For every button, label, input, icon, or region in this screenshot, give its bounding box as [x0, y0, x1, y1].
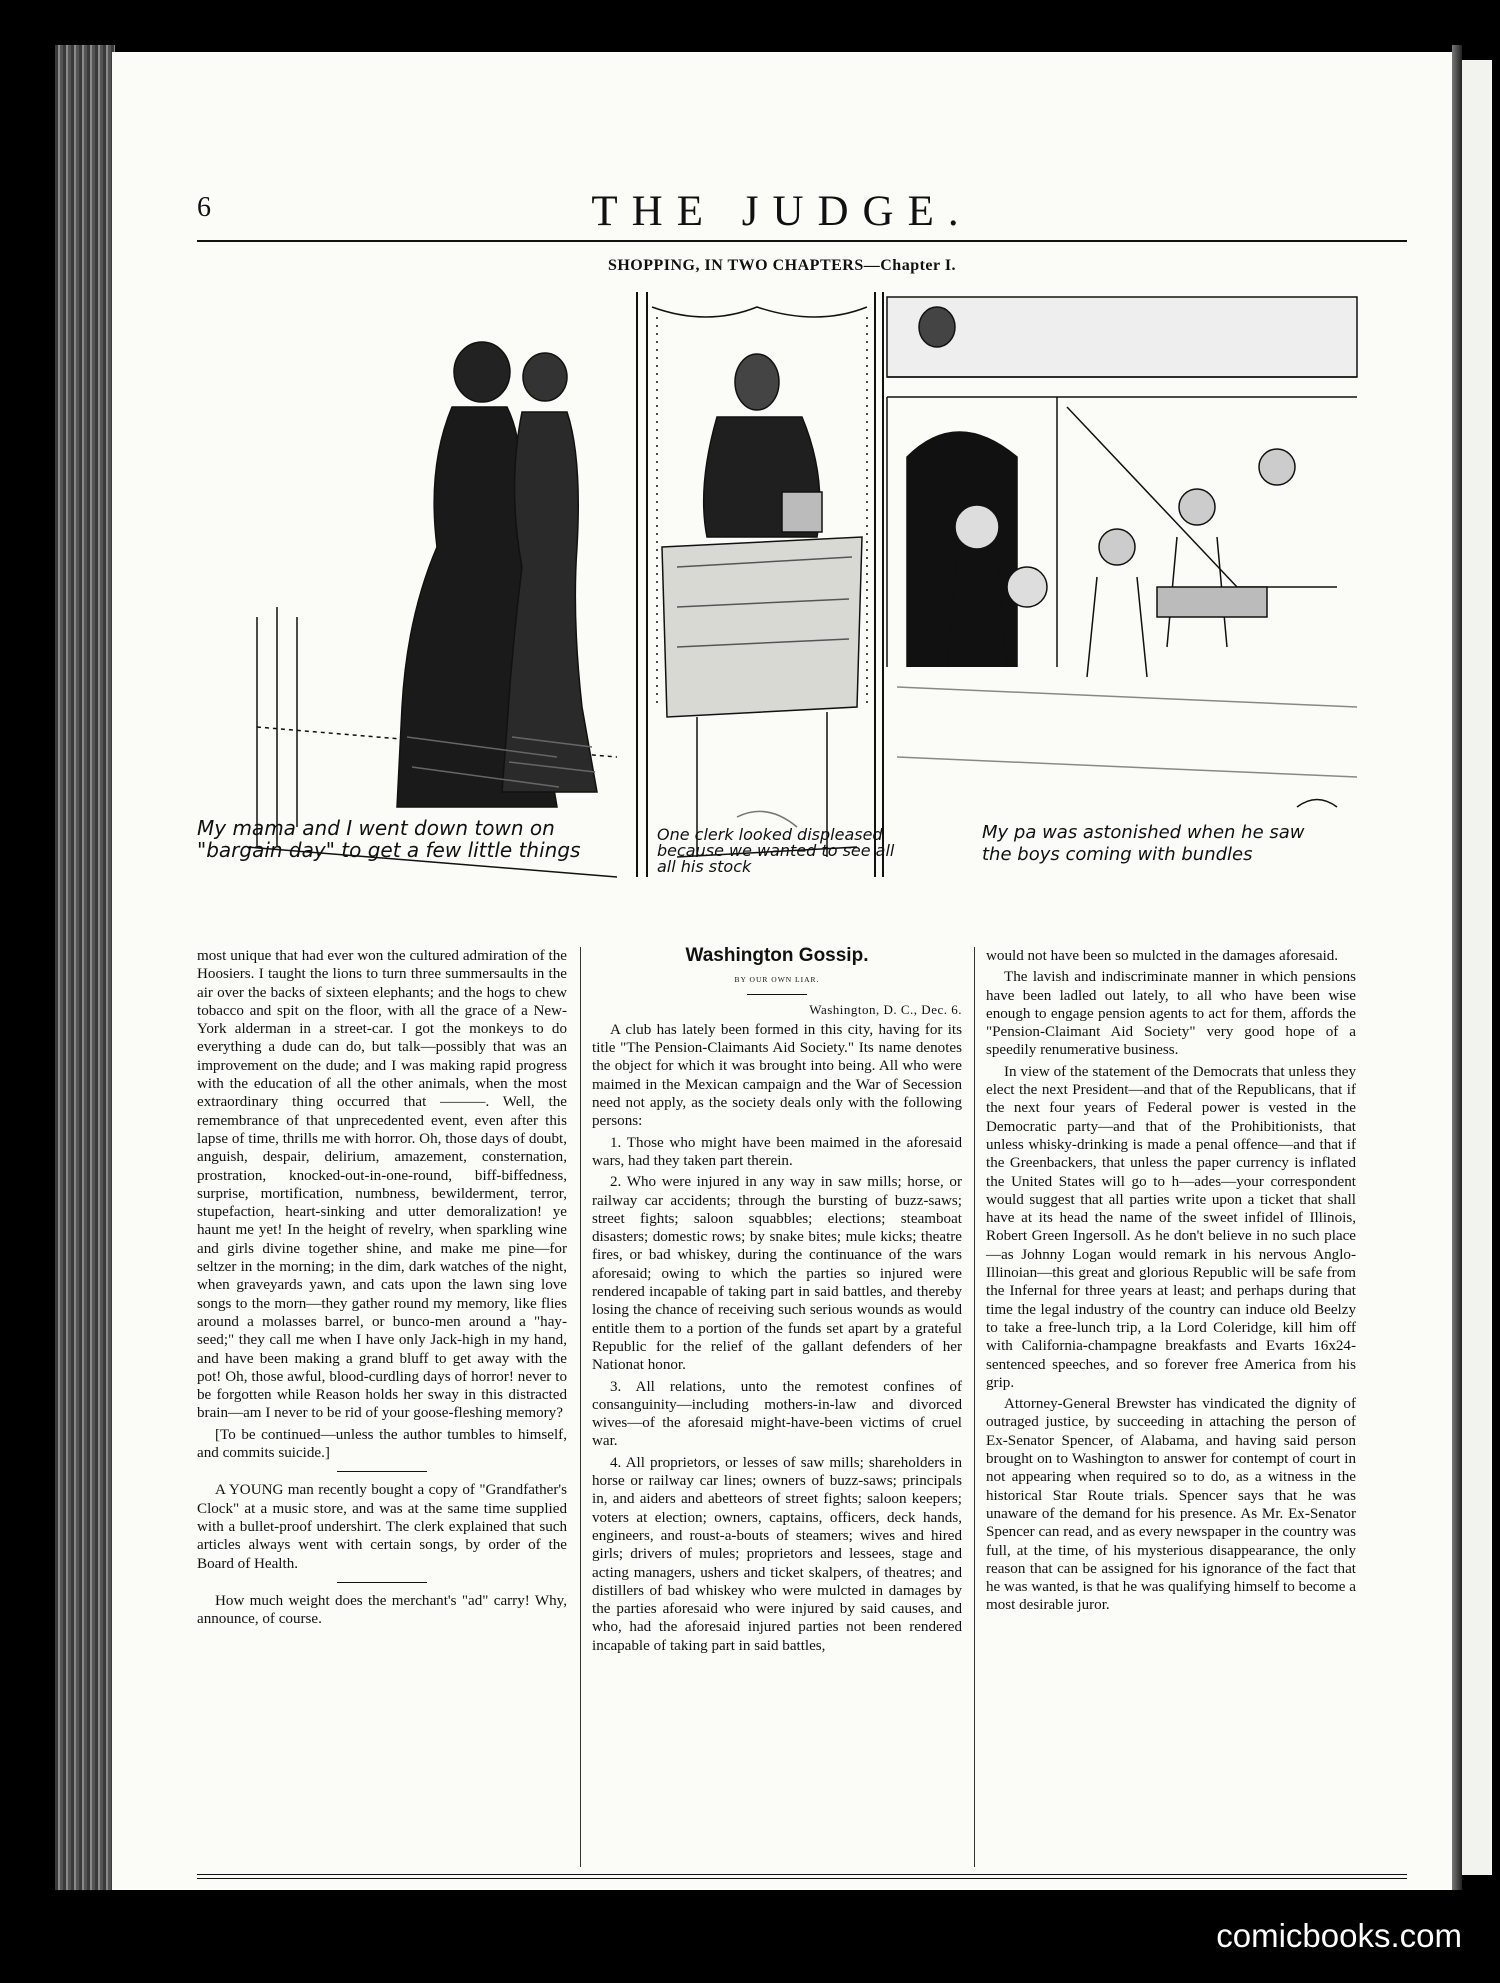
column-divider: [580, 947, 581, 1867]
page-bottom-rule: [197, 1878, 1407, 1879]
panel-clerk-drawing: [652, 307, 867, 857]
article-paragraph: 1. Those who might have been maimed in the aforesaid wars, had they taken part therein.: [592, 1134, 962, 1169]
magazine-page: [112, 52, 1452, 1890]
column-left: [197, 947, 567, 1628]
masthead-title: THE JUDGE.: [591, 188, 973, 235]
column-right: [986, 947, 1356, 1615]
section-divider: [337, 1471, 427, 1472]
article-dateline: Washington, D. C., Dec. 6.: [809, 1001, 962, 1017]
page-bottom-rule: [197, 1874, 1407, 1875]
cartoon-title: SHOPPING, IN TWO CHAPTERS—Chapter I.: [607, 257, 957, 274]
caption-panel-2-line-3: all his stock: [657, 857, 752, 876]
byline-divider: [747, 994, 807, 995]
article-paragraph: would not have been so mulcted in the damages aforesaid.: [986, 948, 1339, 964]
caption-panel-2-line-1: One clerk looked displeased: [657, 825, 883, 844]
book-spine-edge: [55, 45, 115, 1890]
page-gutter: [1452, 45, 1462, 1890]
article-paragraph: 4. All proprietors, or lesses of saw mills; shareholders in horse or railway car lines; owners of buzz-saws; principals in, and aiders and abetteors of street fights; saloon keepers; voters at election; owners, captains, officers, deck hands, engineers, and roust-a-bouts of steamers; wives and hired girls; drivers of mules; proprietors and lessees, stage and acting managers, ushers and ticket skalpers, of theatres; and distillers of bad whiskey who were mulcted in damages by the parties aforesaid who were injured by said causes, and who, had the aforesaid injured parties not been rendered incapable of taking part in said battles,: [592, 1454, 962, 1654]
caption-panel-3-line-1: My pa was astonished when he saw: [982, 822, 1305, 843]
column-divider: [974, 947, 975, 1867]
section-divider: [337, 1582, 427, 1583]
to-be-continued-note: [To be continued—unless the author tumbles to himself, and commits suicide.]: [197, 1426, 567, 1462]
caption-panel-1-line-2: "bargain day" to get a few little things: [197, 838, 581, 862]
caption-panel-1-line-1: My mama and I went down town on: [197, 816, 555, 840]
next-page-edge: [1462, 60, 1492, 1875]
panel-boys-drawing: [887, 297, 1357, 807]
article-paragraph: A club has lately been formed in this city, having for its title "The Pension-Claimants Aid Society." Its name denotes the object for which it was brought into being. All who were maimed in the Mexican campaign and the War of Secession need not apply, as the society deals only with the following persons:: [592, 1021, 962, 1130]
caption-panel-3-line-2: the boys coming with bundles: [982, 844, 1253, 865]
grandfathers-clock-paragraph: A YOUNG man recently bought a copy of "Grandfather's Clock" at a music store, and was at the same time supplied with a bullet-proof undershirt. The clerk explained that such articles always went with certain songs, by order of the Board of Health.: [197, 1482, 567, 1572]
site-watermark: comicbooks.com: [1216, 1917, 1462, 1954]
article-paragraph: In view of the statement of the Democrats that unless they elect the next President—and that of the Republicans, that if the next four years of Federal power is vested in the Democratic party—and that of the Prohibitionists, that unless whisky-drinking is made a penal offence—and that if the Greenbackers, that unless the paper currency is inflated the United States will go to h—ades—your correspondent would suggest that all parties write upon a ticket that shall have at its head the name of the sweet infidel of Illinois, Robert Green Ingersoll. As he don't believe in no such place—as Johnny Logan would remark in his nervous Anglo-Illinoian—this great and glorious Republic will be safe from the Infernal for three years at least; and perhaps during that time the legal industry of the country can induce old Beelzy to take a free-lunch trip, a la Lord Coleridge, kill him off with California-champagne breakfasts and Evarts 16x24-sentenced speeches, and so forever free America from his grip.: [986, 1063, 1356, 1391]
merchant-ad-joke: How much weight does the merchant's "ad" carry! Why, announce, of course.: [197, 1592, 567, 1628]
article-paragraph: 2. Who were injured in any way in saw mills; horse, or railway car accidents; through the bursting of buzz-saws; street fights; saloon squabbles; elections; steamboat disasters; domestic rows; by snake bites; mule kicks; theatre fires, or bad whiskey, during the continuance of the wars aforesaid; owing to which the parties so injured were rendered incapable of taking part in said battles, and thereby losing the chance of receiving such serious wounds as would entitle them to a portion of the funds set apart by a grateful Republic for the relief of the gallant defenders of her Nationat honor.: [592, 1174, 962, 1374]
panel-ladies-drawing: [247, 342, 617, 877]
article-title: Washington Gossip.: [685, 945, 869, 966]
story-continuation-paragraph: most unique that had ever won the cultured admiration of the Hoosiers. I taught the lions to turn three summersaults in the air over the backs of sixteen elephants; and the hogs to chew tobacco and spit on the floor, with all the grace of a New-York alderman in a street-car. I got the monkeys to do everything a dude can do, but talk—possibly that was an improvement on the dude; and I was making rapid progress with the education of all the other animals, when the most extraordinary thing occurred that ———. Well, the remembrance of that unprecedented event, even after this lapse of time, thrills me with horror. Oh, those days of doubt, anguish, despair, delirium, amazement, consternation, prostration, knocked-out-in-one-round, biff-biffedness, surprise, mortification, numbness, bewilderment, terror, stupefaction, heart-sinking and utter demoralization! ye haunt me yet! In the height of revelry, when sparkling wine and girls divine together shine, and make me pine—for seltzer in the morning; in the dim, dark watches of the night, when graveyards yawn, and cats upon the lawn sing love songs to the morn—they gather round my memory, like flies around a molasses barrel, or bunco-men around a "hay-seed;" they call me when I have only Jack-high in my hand, and have been making a grand bluff to get away with the pot! Oh, those awful, blood-curdling days of horror! never to be forgotten while Reason holds her sway in this distracted brain—am I never to be rid of your goose-fleshing memory?: [197, 948, 567, 1422]
article-paragraph: Attorney-General Brewster has vindicated the dignity of outraged justice, by succeeding in attaching the person of Ex-Senator Spencer, of Alabama, and having said person brought on to Washington to answer for contempt of court in not appearing when required so to do, as a witness in the historical Star Route trials. Spencer says that he was unaware of the demand for his presence. As Mr. Ex-Senator Spencer can read, and as every newspaper in the country was full, at the time, of his mysterious disappearance, the only reason that can be assigned for his ignorance of the fact that he was wanted, is that he was qualifying himself to become a most desirable juror.: [986, 1396, 1356, 1614]
column-middle: [592, 947, 962, 1655]
masthead-rule: [197, 240, 1407, 242]
page-number: 6: [197, 192, 211, 223]
article-byline: BY OUR OWN LIAR.: [734, 975, 820, 985]
article-paragraph: The lavish and indiscriminate manner in which pensions have been ladled out lately, to all who have been wise enough to engage pension agents to act for them, affords the "Pension-Claimant Aid Society" very good hope of a speedily renumerative business.: [986, 969, 1356, 1059]
caption-panel-2-line-2: because we wanted to see all: [657, 841, 895, 860]
article-paragraph: 3. All relations, unto the remotest confines of consanguinity—including mothers-in-law and divorced wives—of the aforesaid might-have-been victims of cruel war.: [592, 1378, 962, 1450]
